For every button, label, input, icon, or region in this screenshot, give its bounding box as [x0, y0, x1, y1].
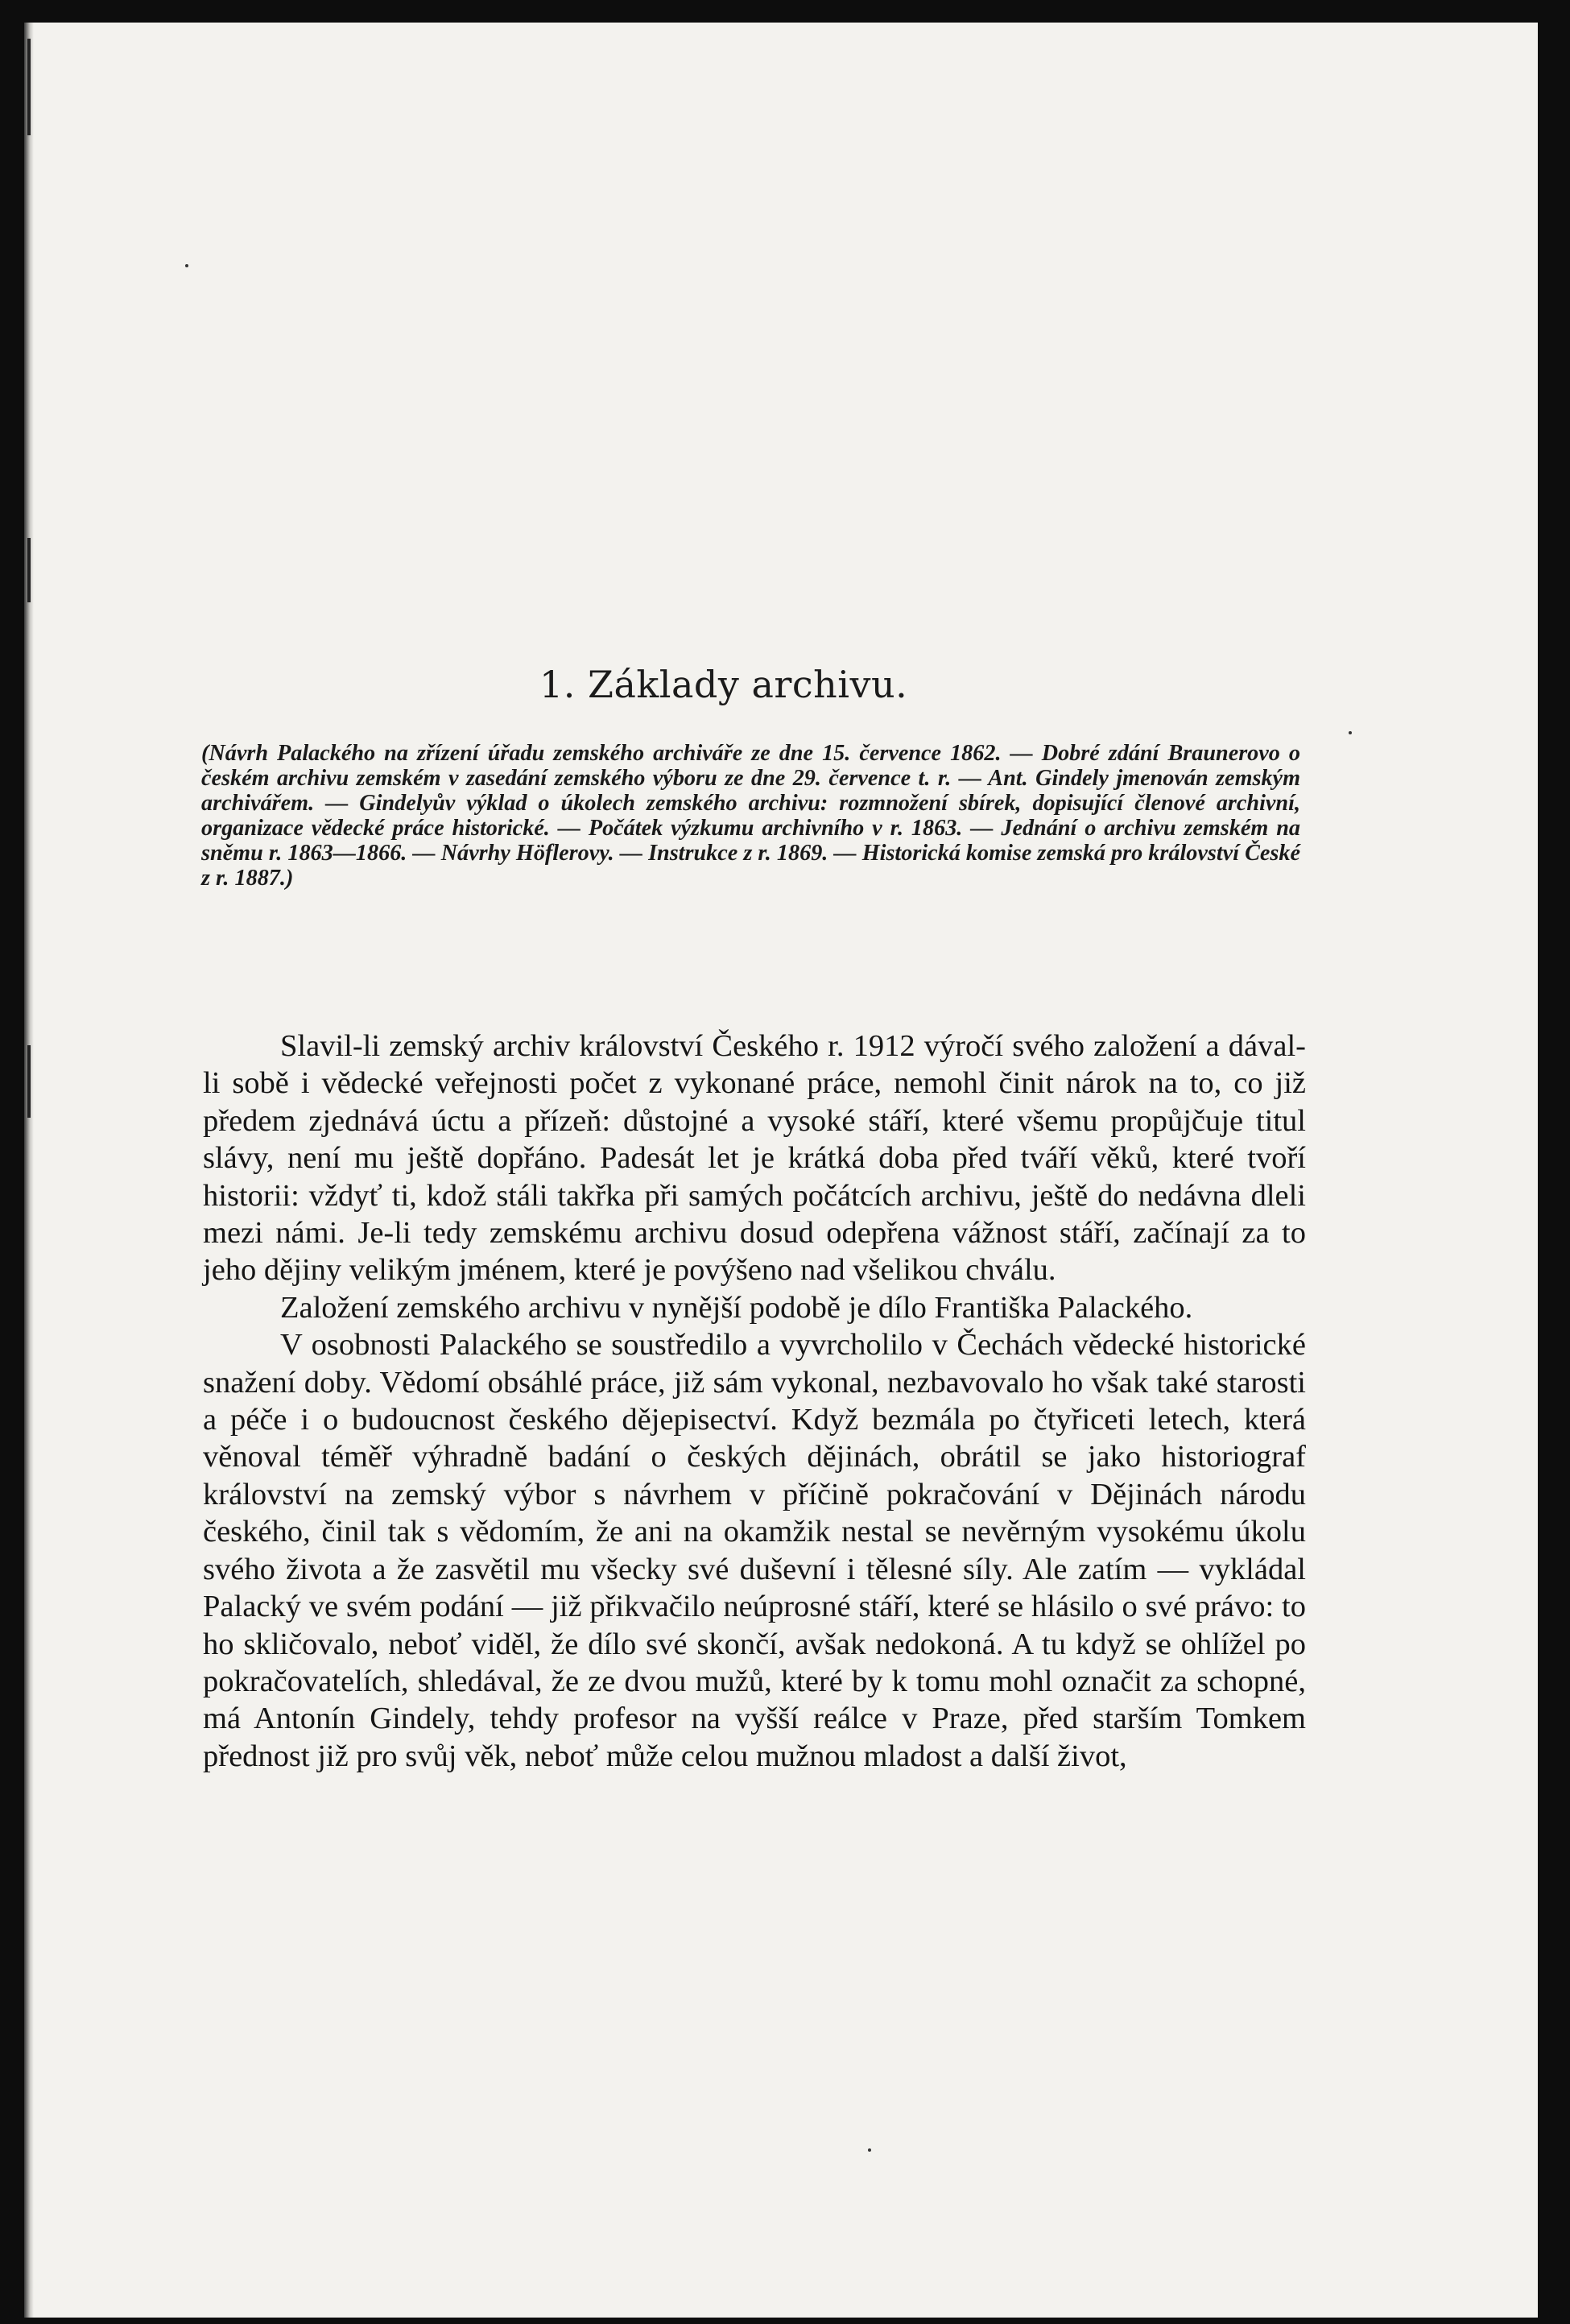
- scan-speck: [185, 264, 188, 267]
- chapter-summary: (Návrh Palackého na zřízení úřadu zemského archiváře ze dne 15. července 1862. — Dobré zdání Braunerovo o českém archivu zemském v zasedání zemského výboru ze dne 29. července t. r. — Ant. Gindely jmenován zemským archivářem. — Gindelyův výklad o úkolech zemského archivu: rozmnožení sbírek, dopisující členové archivní, organizace vědecké práce historické. — Počátek výzkumu archivního v r. 1863. — Jednání o archivu zemském na sněmu r. 1863—1866. — Návrhy Höflerovy. — Instrukce z r. 1869. — Historická komise zemská pro království České z r. 1887.): [201, 741, 1300, 891]
- body-text: [203, 1028, 1306, 1775]
- binding-edge-mark: [27, 538, 31, 602]
- scanned-page: [24, 23, 1538, 2318]
- scan-speck: [1349, 731, 1352, 734]
- chapter-heading: 1. Základy archivu.: [539, 663, 908, 706]
- paragraph: Slavil-li zemský archiv království Českého r. 1912 výročí svého založení a dával-li sobě i vědecké veřejnosti počet z vykonané práce, nemohl činit nárok na to, co již předem zjednává úctu a přízeň: důstojné a vysoké stáří, které všemu propůjčuje titul slávy, není mu ještě dopřáno. Padesát let je krátká doba před tváří věků, které tvoří historii: vždyť ti, kdož stáli takřka při samých počátcích archivu, ještě do nedávna dleli mezi námi. Je-li tedy zemskému archivu dosud odepřena vážnost stáří, začínají za to jeho dějiny velikým jménem, které je povýšeno nad všelikou chválu.: [203, 1029, 1306, 1288]
- paragraph: V osobnosti Palackého se soustředilo a vyvrcholilo v Čechách vědecké historické snažení doby. Vědomí obsáhlé práce, již sám vykonal, nezbavovalo ho však také starosti a péče i o budoucnost českého dějepisectví. Když bezmála po čtyřiceti letech, která věnoval téměř výhradně badání o českých dějinách, obrátil se jako historiograf království na zemský výbor s návrhem v příčině pokračování v Dějinách národu českého, činil tak s vědomím, že ani na okamžik nestal se nevěrným vysokému úkolu svého života a že zasvětil mu všecky své duševní i tělesné síly. Ale zatím — vykládal Palacký ve svém podání — již přikvačilo neúprosné stáří, které se hlásilo o své právo: to ho skličovalo, neboť viděl, že dílo své skončí, avšak nedokoná. A tu když se ohlížel po pokračovatelích, shledával, že ze dvou mužů, které by k tomu mohl označit za schopné, má Antonín Gindely, tehdy profesor na vyšší reálce v Praze, před starším Tomkem přednost již pro svůj věk, neboť může celou mužnou mladost a další život,: [203, 1328, 1306, 1773]
- paragraph: Založení zemského archivu v nynější podobě je dílo Františka Palackého.: [280, 1290, 1193, 1325]
- scan-speck: [868, 2148, 871, 2152]
- binding-edge-mark: [27, 39, 31, 135]
- binding-edge-mark: [27, 1045, 31, 1118]
